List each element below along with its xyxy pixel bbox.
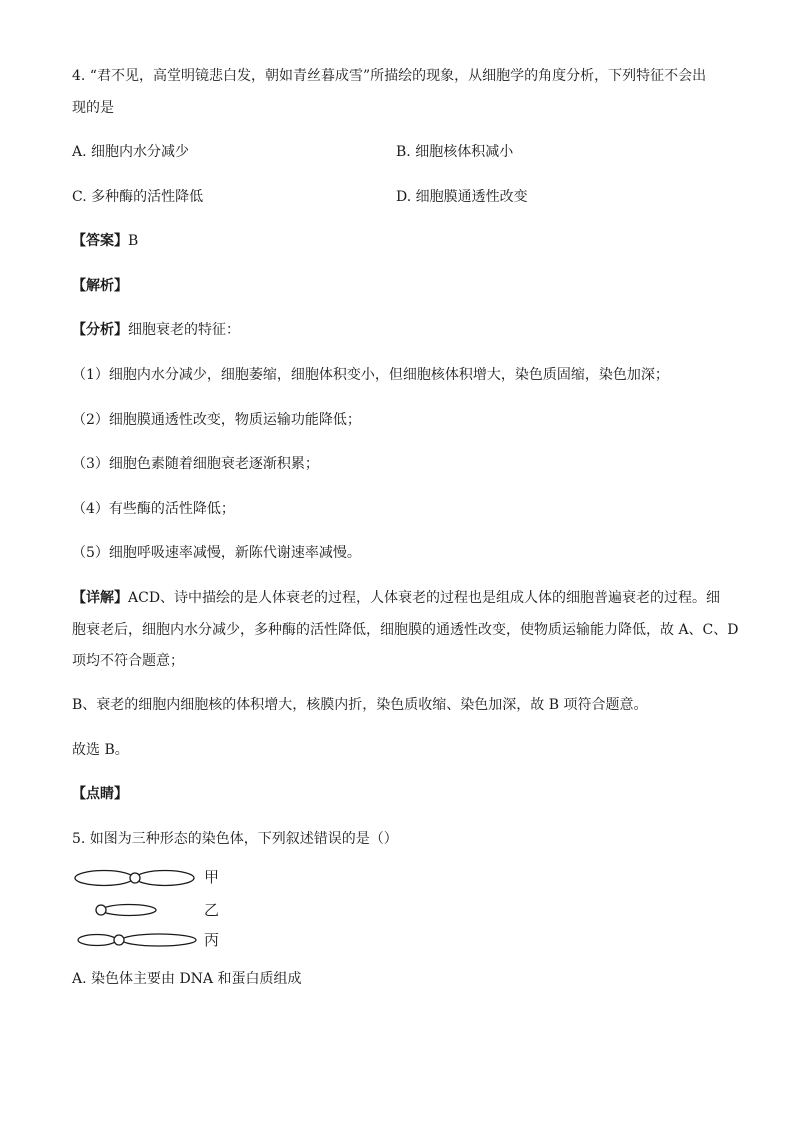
dianjing-tag: 【点睛】 — [72, 786, 128, 802]
q4-stem-line1: 4. “君不见，高堂明镜悲白发，朝如青丝暮成雪”所描绘的现象，从细胞学的角度分析，下列特征不会出 — [72, 68, 707, 84]
q4-option-b: B. 细胞核体积减小 — [396, 144, 514, 160]
point-3: （3）细胞色素随着细胞衰老逐渐积累； — [72, 456, 319, 472]
chromosome-jia — [75, 871, 194, 886]
point-1: （1）细胞内水分减少，细胞萎缩，细胞体积变小，但细胞核体积增大，染色质固缩，染色加深； — [72, 367, 669, 383]
answer-tag: 【答案】 — [72, 233, 128, 249]
detail-line2: 胞衰老后，细胞内水分减少，多种酶的活性降低，细胞膜的通透性改变，使物质运输能力降低，故 A、C、D — [72, 622, 739, 638]
detail-line4: B、衰老的细胞内细胞核的体积增大，核膜内折，染色质收缩、染色加深，故 B 项符合题意。 — [72, 697, 648, 713]
label-bing: 丙 — [204, 931, 220, 949]
detail-line1 — [72, 588, 720, 608]
point-4: （4）有些酶的活性降低； — [72, 501, 235, 517]
chromosome-diagram — [70, 860, 200, 955]
analysis-tag: 【解析】 — [72, 278, 128, 294]
point-2: （2）细胞膜通透性改变，物质运输功能降低； — [72, 412, 361, 428]
detail-text-1: ACD、诗中描绘的是人体衰老的过程，人体衰老的过程也是组成人体的细胞普遍衰老的过程。细 — [128, 590, 721, 606]
answer-value: B — [128, 233, 139, 249]
point-5: （5）细胞呼吸速率减慢，新陈代谢速率减慢。 — [72, 545, 361, 561]
label-yi: 乙 — [204, 901, 220, 919]
chromosome-bing — [78, 934, 196, 946]
chromosome-yi — [96, 905, 156, 916]
q4-option-c: C. 多种酶的活性降低 — [72, 189, 204, 205]
fenxi-tag: 【分析】 — [72, 322, 128, 338]
q4-option-d: D. 细胞膜通透性改变 — [396, 189, 528, 205]
detail-line3: 项均不符合题意； — [72, 653, 184, 669]
q5-stem: 5. 如图为三种形态的染色体，下列叙述错误的是（） — [72, 831, 398, 847]
q4-answer — [72, 231, 138, 251]
fenxi-line — [72, 320, 240, 340]
detail-tag: 【详解】 — [72, 590, 128, 606]
label-jia: 甲 — [204, 868, 220, 886]
q4-option-a: A. 细胞内水分减少 — [72, 144, 190, 160]
conclusion: 故选 B。 — [72, 742, 129, 758]
fenxi-text: 细胞衰老的特征： — [128, 322, 240, 338]
q4-stem-line2: 现的是 — [72, 100, 114, 116]
q5-option-a: A. 染色体主要由 DNA 和蛋白质组成 — [72, 971, 302, 987]
